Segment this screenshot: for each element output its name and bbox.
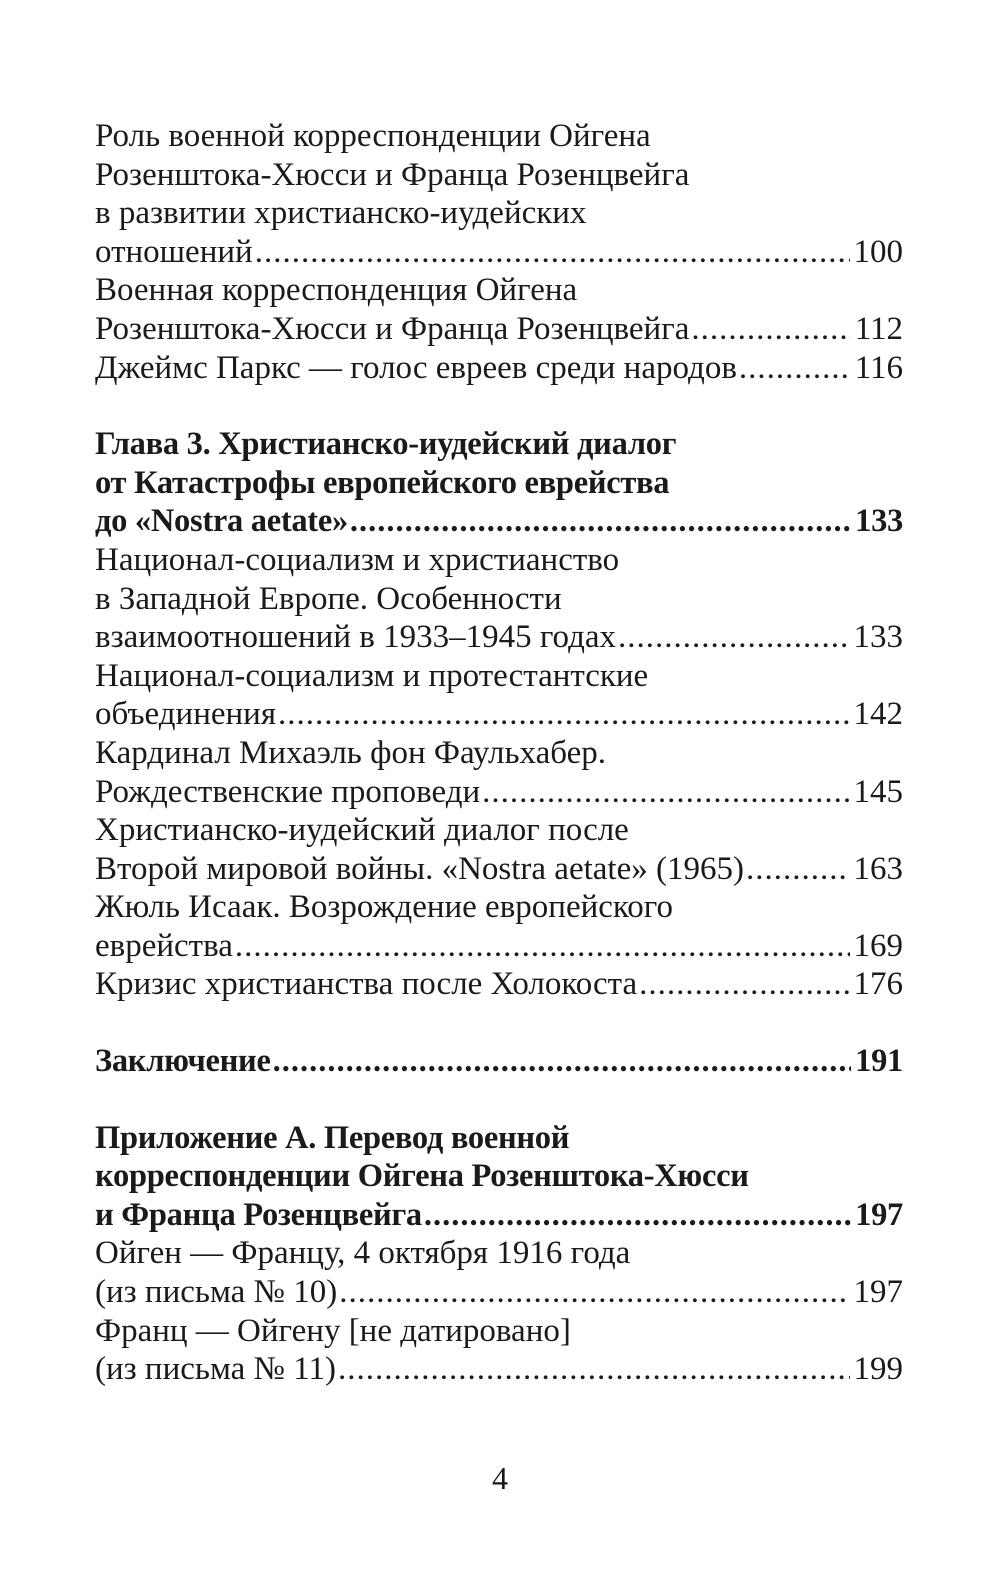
dot-leader — [235, 927, 850, 966]
toc-page-number: 191 — [855, 1043, 903, 1080]
toc-page-number: 145 — [853, 773, 903, 810]
toc-entry — [95, 425, 903, 541]
toc-entry-line: Кардинал Михаэль фон Фаульхабер. — [95, 734, 606, 771]
toc-entry-title: Заключение — [95, 1043, 271, 1080]
toc-entry-line: Розенштока-Хюсси и Франца Розенцвейга — [95, 156, 690, 193]
toc-entry-line: в Западной Европе. Особенности — [95, 580, 562, 617]
dot-leader — [746, 850, 850, 889]
toc-entry-last-line — [95, 695, 903, 734]
toc-entry-title: Джеймс Паркс — голос евреев среди народов — [95, 349, 737, 386]
toc-entry — [95, 349, 903, 388]
toc-entry-last-line — [95, 618, 903, 657]
dot-leader — [273, 1042, 852, 1081]
toc-entry — [95, 271, 903, 348]
toc-page-number: 199 — [853, 1351, 903, 1388]
toc-entry-last-line — [95, 1350, 903, 1389]
toc-entry-title: отношений — [95, 233, 253, 270]
section-gap — [95, 387, 903, 425]
dot-leader — [339, 1273, 849, 1312]
toc-entry-title: (из письма № 10) — [95, 1274, 338, 1311]
toc-entry-last-line — [95, 773, 903, 812]
page-number: 4 — [492, 1460, 508, 1496]
toc-entry-last-line — [95, 965, 903, 1004]
toc-entry — [95, 1234, 903, 1311]
toc-entry-last-line — [95, 850, 903, 889]
toc-entry-last-line — [95, 502, 903, 541]
toc-entry-line: Глава 3. Христианско-иудейский диалог — [95, 426, 677, 463]
section-gap — [95, 1004, 903, 1042]
toc-entry — [95, 734, 903, 811]
dot-leader — [482, 773, 849, 812]
toc-entry-line: Франц — Ойгену [не датировано] — [95, 1312, 571, 1349]
toc-page-number: 163 — [853, 850, 903, 887]
toc-entry-title: еврейства — [95, 927, 233, 964]
toc-entry-title: Розенштока-Хюсси и Франца Розенцвейга — [95, 310, 690, 347]
toc-entry-line: Жюль Исаак. Возрождение европейского — [95, 889, 673, 926]
section-gap — [95, 1081, 903, 1119]
toc-entry-line: Роль военной корреспонденции Ойгена — [95, 118, 651, 154]
toc-page-number: 112 — [854, 310, 903, 347]
dot-leader — [424, 1196, 851, 1235]
dot-leader — [278, 695, 849, 734]
toc-page-number: 133 — [853, 619, 903, 656]
toc-entry — [95, 1312, 903, 1389]
toc-page-number: 197 — [855, 1196, 903, 1233]
dot-leader — [255, 233, 850, 272]
toc-entry-title: (из письма № 11) — [95, 1351, 337, 1388]
toc-entry-title: объединения — [95, 696, 277, 733]
toc-page-number: 116 — [854, 349, 903, 386]
toc-entry-title: Рождественские проповеди — [95, 773, 481, 810]
toc-entry-line: Приложение А. Перевод военной — [95, 1119, 570, 1156]
toc-entry-last-line — [95, 233, 903, 272]
dot-leader — [691, 310, 850, 349]
dot-leader — [338, 1350, 849, 1389]
toc-entry-line: Национал-социализм и христианство — [95, 541, 620, 578]
toc-entry — [95, 1119, 903, 1235]
toc-entry-line: Военная корреспонденция Ойгена — [95, 272, 578, 309]
toc-entry — [95, 811, 903, 888]
toc-entry — [95, 1042, 903, 1081]
toc-entry-line: корреспонденции Ойгена Розенштока-Хюсси — [95, 1158, 749, 1195]
toc-entry-last-line — [95, 1196, 903, 1235]
toc-entry-title: и Франца Розенцвейга — [95, 1196, 422, 1233]
toc-entry-line: от Катастрофы европейского еврейства — [95, 464, 670, 501]
toc-entry-last-line — [95, 1042, 903, 1081]
toc-page-number: 133 — [855, 503, 903, 540]
toc-entry-line: в развитии христианско-иудейских — [95, 195, 587, 232]
dot-leader — [739, 349, 851, 388]
toc-entry-title: Кризис христианства после Холокоста — [95, 966, 638, 1003]
toc-page-number: 100 — [853, 233, 903, 270]
toc-entry-line: Христианско-иудейский диалог после — [95, 812, 629, 849]
table-of-contents — [95, 117, 903, 1389]
toc-entry-title: Второй мировой войны. «Nostra aetate» (1965) — [95, 850, 744, 887]
toc-page-number: 197 — [853, 1274, 903, 1311]
toc-entry-last-line — [95, 927, 903, 966]
dot-leader — [639, 965, 849, 1004]
toc-entry-last-line — [95, 1273, 903, 1312]
toc-page-number: 176 — [853, 966, 903, 1003]
toc-entry-title: взаимоотношений в 1933–1945 годах — [95, 619, 617, 656]
toc-entry — [95, 965, 903, 1004]
toc-entry — [95, 657, 903, 734]
toc-page-number: 169 — [853, 927, 903, 964]
toc-page-number: 142 — [853, 696, 903, 733]
dot-leader — [350, 502, 851, 541]
toc-entry-last-line — [95, 349, 903, 388]
toc-entry — [95, 541, 903, 657]
toc-entry-last-line — [95, 310, 903, 349]
toc-entry-title: до «Nostra aetate» — [95, 503, 348, 540]
toc-entry-line: Ойген — Францу, 4 октября 1916 года — [95, 1235, 631, 1272]
toc-entry-line: Национал-социализм и протестантские — [95, 657, 649, 694]
toc-entry — [95, 117, 903, 271]
toc-entry — [95, 888, 903, 965]
dot-leader — [618, 618, 849, 657]
